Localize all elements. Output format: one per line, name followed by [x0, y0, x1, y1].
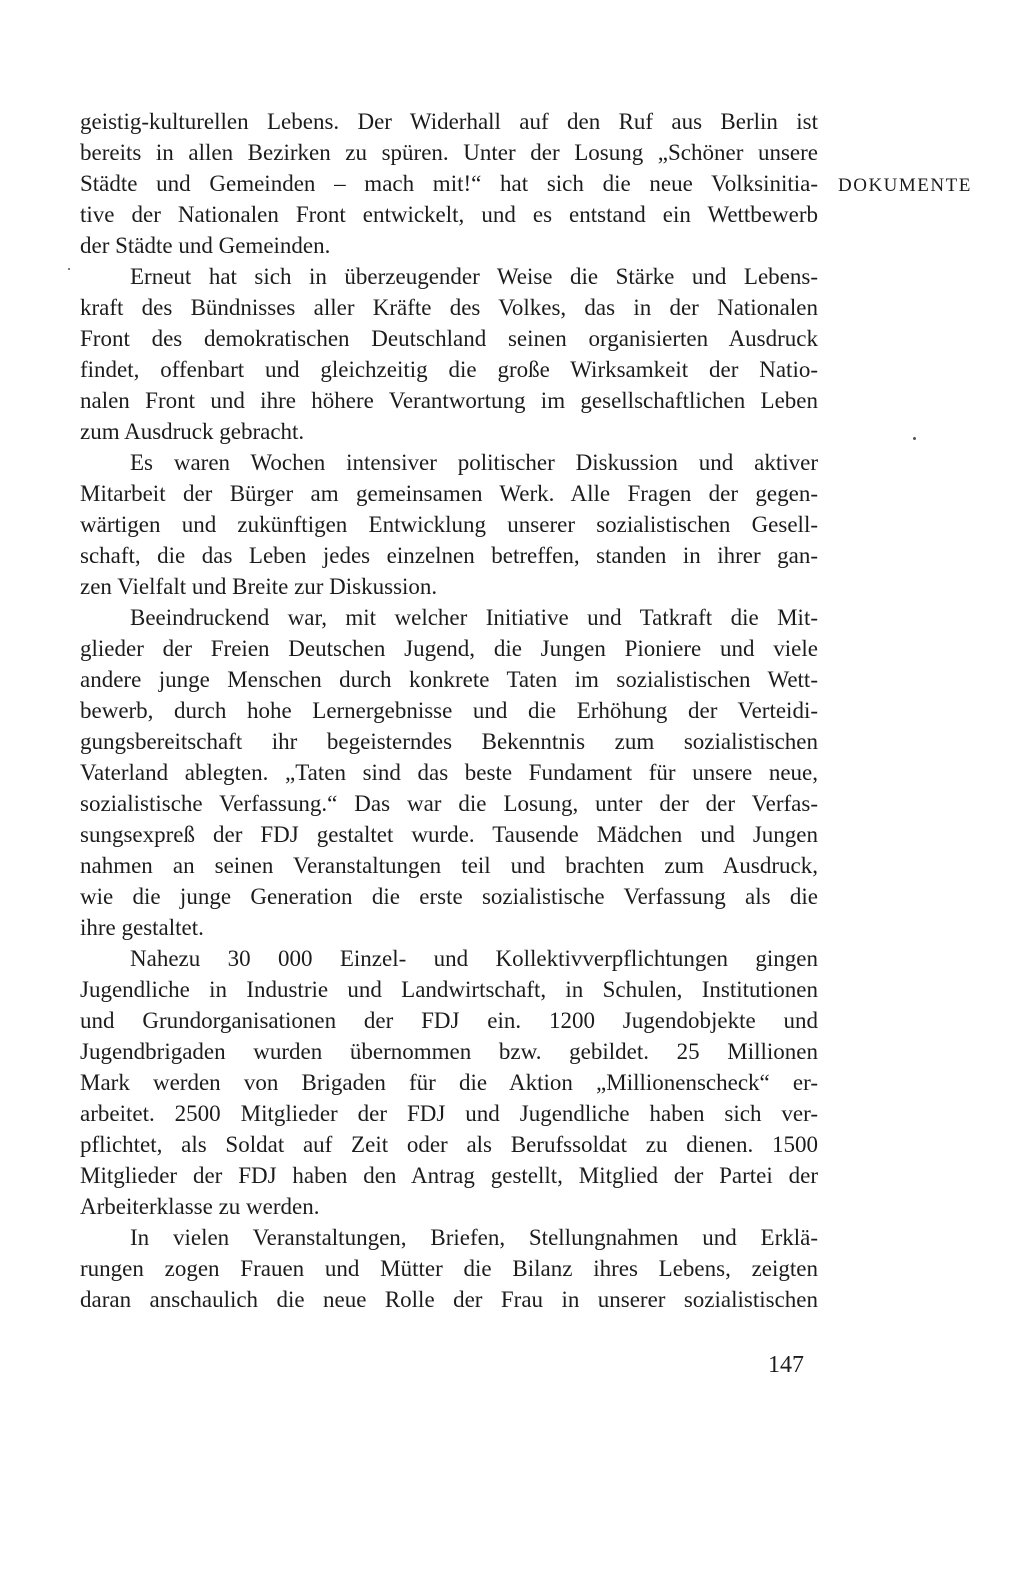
text-line: Vaterland ablegten. „Taten sind das beste Fundament für unsere neue, [80, 760, 818, 785]
text-line: andere junge Menschen durch konkrete Taten im sozialistischen Wett- [80, 667, 818, 692]
body-text [80, 106, 818, 1315]
text-line: zum Ausdruck gebracht. [80, 419, 305, 444]
text-line: kraft des Bündnisses aller Kräfte des Volkes, das in der Nationalen [80, 295, 818, 320]
text-line: tive der Nationalen Front entwickelt, und es entstand ein Wettbewerb [80, 202, 818, 227]
paragraph-2 [80, 261, 818, 447]
text-line: geistig-kulturellen Lebens. Der Widerhall auf den Ruf aus Berlin ist [80, 109, 818, 134]
text-line: bewerb, durch hohe Lernergebnisse und die Erhöhung der Verteidi- [80, 698, 818, 723]
text-line: sungsexpreß der FDJ gestaltet wurde. Tausende Mädchen und Jungen [80, 822, 818, 847]
text-line: und Grundorganisationen der FDJ ein. 1200 Jugendobjekte und [80, 1008, 818, 1033]
text-line: Front des demokratischen Deutschland seinen organisierten Ausdruck [80, 326, 818, 351]
paragraph-1 [80, 106, 818, 261]
text-line: Mitarbeit der Bürger am gemeinsamen Werk. Alle Fragen der gegen- [80, 481, 818, 506]
text-line: Mark werden von Brigaden für die Aktion „Millionenscheck“ er- [80, 1070, 818, 1095]
text-line: nalen Front und ihre höhere Verantwortung im gesellschaftlichen Leben [80, 388, 818, 413]
text-line: Es waren Wochen intensiver politischer Diskussion und aktiver [130, 450, 818, 475]
text-line: schaft, die das Leben jedes einzelnen betreffen, standen in ihrer gan- [80, 543, 818, 568]
text-line: Erneut hat sich in überzeugender Weise die Stärke und Lebens- [130, 264, 818, 289]
print-speck [68, 268, 70, 270]
text-line: zen Vielfalt und Breite zur Diskussion. [80, 574, 438, 599]
text-line: bereits in allen Bezirken zu spüren. Unter der Losung „Schöner unsere [80, 140, 818, 165]
text-line: findet, offenbart und gleichzeitig die große Wirksamkeit der Natio- [80, 357, 818, 382]
text-line: Arbeiterklasse zu werden. [80, 1194, 320, 1219]
paragraph-4 [80, 602, 818, 943]
text-line: pflichtet, als Soldat auf Zeit oder als Berufssoldat zu dienen. 1500 [80, 1132, 818, 1157]
text-line: Städte und Gemeinden – mach mit!“ hat sich die neue Volksinitia- [80, 171, 818, 196]
text-line: daran anschaulich die neue Rolle der Frau in unserer sozialistischen [80, 1287, 818, 1312]
text-line: gungsbereitschaft ihr begeisterndes Bekenntnis zum sozialistischen [80, 729, 818, 754]
paragraph-3 [80, 447, 818, 602]
text-line: ihre gestaltet. [80, 915, 204, 940]
text-line: sozialistische Verfassung.“ Das war die Losung, unter der der Verfas- [80, 791, 818, 816]
page-number: 147 [768, 1352, 804, 1378]
text-line: wärtigen und zukünftigen Entwicklung unserer sozialistischen Gesell- [80, 512, 818, 537]
text-line: Jugendbrigaden wurden übernommen bzw. gebildet. 25 Millionen [80, 1039, 818, 1064]
text-line: In vielen Veranstaltungen, Briefen, Stellungnahmen und Erklä- [130, 1225, 818, 1250]
text-line: arbeitet. 2500 Mitglieder der FDJ und Jugendliche haben sich ver- [80, 1101, 818, 1126]
text-line: der Städte und Gemeinden. [80, 233, 331, 258]
paragraph-6 [80, 1222, 818, 1315]
text-line: Jugendliche in Industrie und Landwirtschaft, in Schulen, Institutionen [80, 977, 818, 1002]
text-line: Mitglieder der FDJ haben den Antrag gestellt, Mitglied der Partei der [80, 1163, 818, 1188]
text-line: rungen zogen Frauen und Mütter die Bilanz ihres Lebens, zeigten [80, 1256, 818, 1281]
text-line: Beeindruckend war, mit welcher Initiative und Tatkraft die Mit- [130, 605, 818, 630]
text-line: wie die junge Generation die erste sozialistische Verfassung als die [80, 884, 818, 909]
text-line: glieder der Freien Deutschen Jugend, die Jungen Pioniere und viele [80, 636, 818, 661]
print-speck [913, 437, 916, 440]
text-line: nahmen an seinen Veranstaltungen teil und brachten zum Ausdruck, [80, 853, 818, 878]
margin-heading: DOKUMENTE [838, 175, 972, 196]
text-line: Nahezu 30 000 Einzel- und Kollektivverpflichtungen gingen [130, 946, 818, 971]
paragraph-5 [80, 943, 818, 1222]
